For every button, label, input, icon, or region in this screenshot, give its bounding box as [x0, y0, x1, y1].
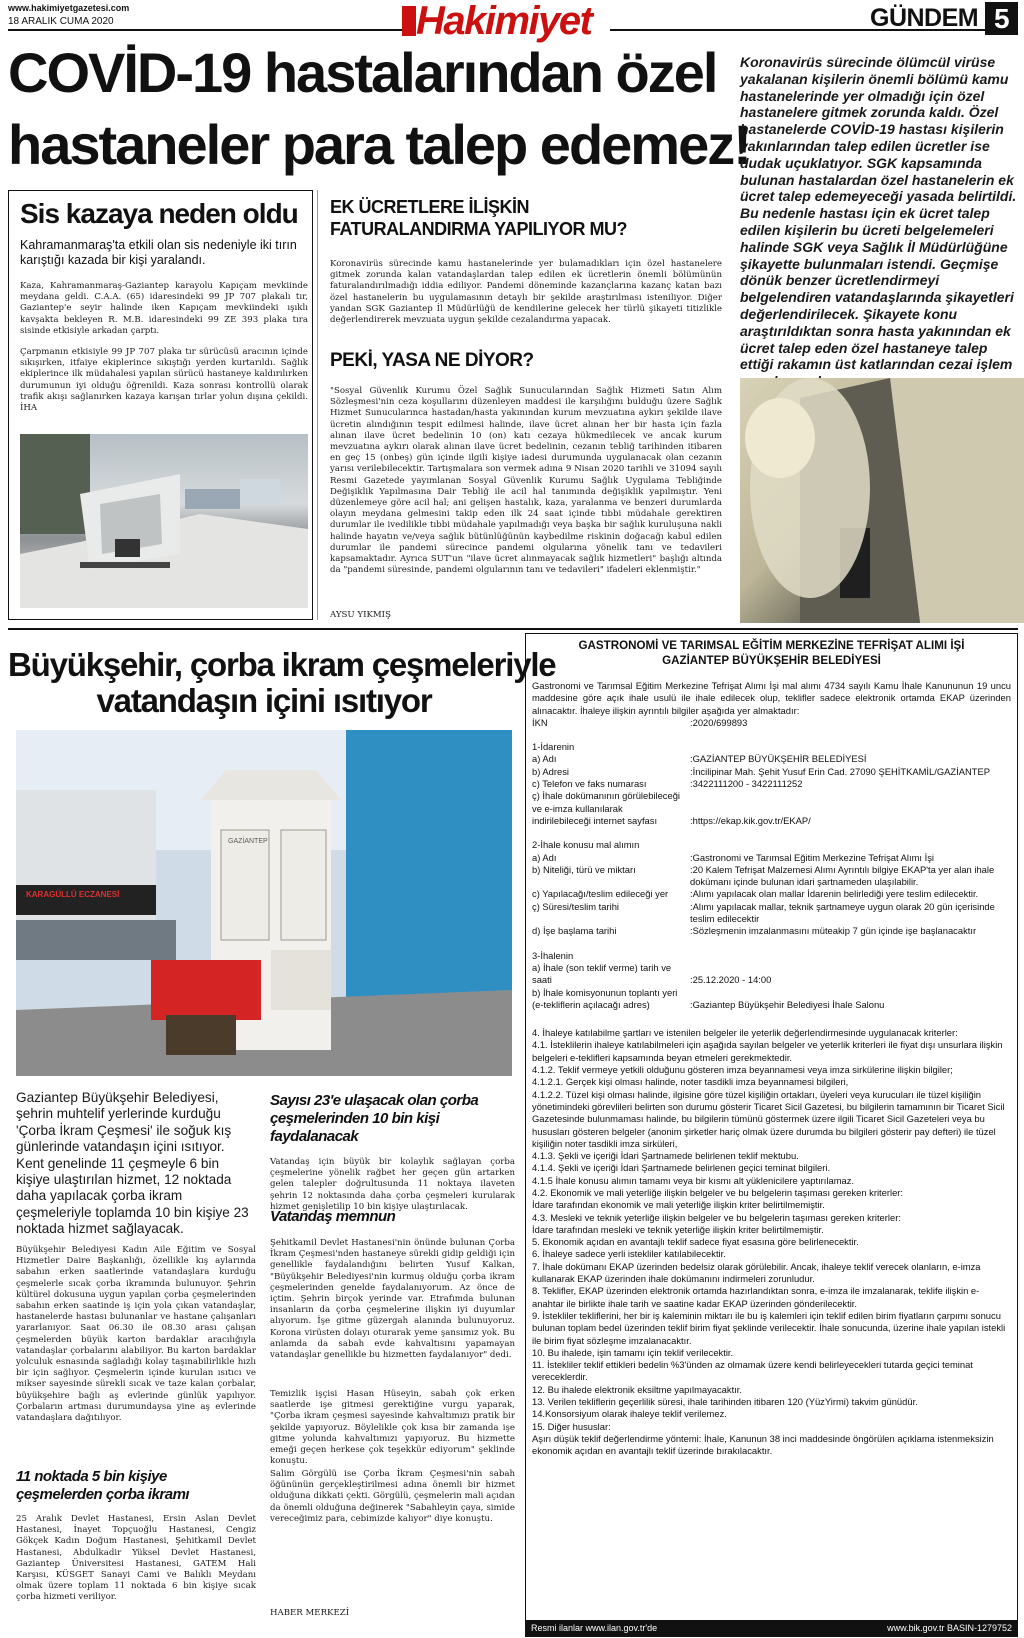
- hospital-corridor-illustration: [740, 378, 1024, 623]
- soup-byline: HABER MERKEZİ: [270, 1608, 350, 1618]
- s1-a-label: a) Adı: [532, 753, 557, 765]
- s2-e-label: d) İşe başlama tarihi: [532, 925, 617, 937]
- fog-lead: Kahramanmaraş'ta etkili olan sis nedeniyle iki tırın karıştığı kazada bir kişi yaralandı.: [20, 238, 297, 267]
- s1-b-value: :İncilipinar Mah. Şehit Yusuf Erin Cad. 27090 ŞEHİTKAMİL/GAZİANTEP: [690, 765, 990, 777]
- soup-body-1: Büyükşehir Belediyesi Kadın Aile Eğitim ve Sosyal Hizmetler Daire Başkanlığı, özellikle kış aylarında sabahın erken saatlerinde vatandaşlara kurduğu çeşmelerle sıcak çorba ikramında bulunuyor. Şehrin kültürel dokusuna uygun yapılan çorba çeşmelerinden sabahın erken saatinde iş için yola çıkan vatandaşlar, hastanelerde hastası bulunanlar ve hastane çalışanları yararlanıyor. Saat 06.30 ile 08.30 arası çalışan çeşmelerden büyük karton bardaklar aracılığıyla vatandaşlar çorbalarını alabiliyor. Bu karton bardaklar yolculuk esnasında sağladığı kolay taşınabilirlikle hızlı bir için sağlıyor. Çeşmelerin içinde kurulan ısıtıcı ve mikser sayesinde sürekli sıcak ve taze kalan çorbalar, büyükşehire bağlı aş evlerinde günlük yapılıyor. Çorbaların artması durumundaysa yine aş evlerinde vatandaşlara dağıtılıyor.: [16, 1245, 256, 1424]
- s2-b-label: b) Niteliği, türü ve miktarı: [532, 863, 636, 875]
- pharmacy-sign: KARAGÜLLÜ ECZANESİ: [26, 890, 120, 899]
- tender-footer-right[interactable]: www.bik.gov.tr BASIN-1279752: [887, 1623, 1012, 1633]
- condition-item: 4.1.2. Teklif vermeye yetkili olduğunu gösteren imza beyannamesi veya imza sirkülerine ilişkin bilgiler;: [532, 1064, 953, 1076]
- s2-a-label: a) Adı: [532, 851, 557, 863]
- condition-item: 9. İstekliler tekliflerini, her bir iş kaleminin miktarı ile bu iş kalemleri için teklif edilen birim fiyatların çarpımı sonucu bulunan toplam bedel üzerinden teklif birim fiyat şeklinde verilecektir. İhale sonucunda, üzerine ihale yapılan istekli ile birim fiyat sözleşme imzalanacaktır.: [532, 1309, 1006, 1346]
- tender-ad: [525, 633, 1018, 1635]
- s1-b-label: b) Adresi: [532, 765, 569, 777]
- ikn-value: :2020/699893: [690, 716, 748, 728]
- tender-intro: Gastronomi ve Tarımsal Eğitim Merkezine Tefrişat Alımı İşi mal alımı 4734 sayılı Kamu İhale Kanununun 19 uncu maddesine göre açık ihale usulü ile ihale edilecek olup, teklifler sadece elektronik ortamda EKAP üzerinden alınacaktır. İhaleye ilişkin ayrıntılı bilgiler aşağıda yer almaktadır:: [532, 680, 1011, 716]
- condition-item: 4.1.4. Şekli ve içeriği İdari Şartnamede belirlenen geçici teminat bilgileri.: [532, 1162, 831, 1174]
- soup-body-6: Salim Görgülü ise Çorba İkram Çeşmesi'nin sabah öğününün gerçekleştirilmesi adına önemli bir hizmet olduğuna dikkati çekti. Görgülü, çeşmelerin mali açıdan da önemli olduğuna değinerek "Sabahleyin çaya, simide vereceğimiz para, cebimizde kalıyor" diye konuştu.: [270, 1469, 515, 1524]
- s1-c-label: c) Telefon ve faks numarası: [532, 778, 647, 790]
- soup-subhead-1: 11 noktada 5 bin kişiye çeşmelerden çorba ikramı: [16, 1468, 190, 1503]
- sub1-title-line2: FATURALANDIRMA YAPILIYOR MU?: [330, 219, 628, 239]
- condition-item: 11. İstekliler teklif ettikleri bedelin %3'ünden az olmamak üzere kendi belirleyecekleri tutarda geçici teminat vereceklerdir.: [532, 1359, 973, 1383]
- condition-item: Aşırı düşük teklif değerlendirme yöntemi: İhale, Kanunun 38 inci maddesinde öngörülen açıklama istenmeksizin ekonomik açıdan en avantajlı teklif üzerinde bırakılacaktır.: [532, 1432, 994, 1457]
- s3-b-label: b) İhale komisyonunun toplantı yeri (e-tekliflerin açılacağı adres): [532, 986, 678, 1010]
- tender-title-line1: GASTRONOMİ VE TARIMSAL EĞİTİM MERKEZİNE TEFRİŞAT ALIMI İŞİ: [578, 639, 965, 652]
- soup-fountain-photo: [16, 730, 512, 1076]
- soup-lead: Gaziantep Büyükşehir Belediyesi, şehrin muhtelif yerlerinde kurduğu 'Çorba İkram Çeşmesi' ile soğuk kış günlerinde vatandaşın içini ısıtıyor. Kent genelinde 11 çeşmeyle 6 bin kişiye ulaştırılan hizmet, 12 noktada daha yapılacak çorba ikram çeşmeleriyle toplamda 10 bin kişiye 23 noktada hizmet sağlayacak.: [16, 1090, 249, 1237]
- condition-item: 5. Ekonomik açıdan en avantajlı teklif sadece fiyat esasına göre belirlenecektir.: [532, 1236, 859, 1248]
- truck-accident-photo: [20, 434, 308, 608]
- sub2-title: PEKİ, YASA NE DİYOR?: [330, 350, 534, 371]
- condition-item: 4. İhaleye katılabilme şartları ve istenilen belgeler ile yeterlik değerlendirmesinde uygulanacak kriterler:: [532, 1027, 958, 1039]
- tender-conditions: [532, 1027, 1011, 1457]
- condition-item: 8. Teklifler, EKAP üzerinden elektronik ortamda hazırlandıktan sonra, e-imza ile imzalanarak, teklife ilişkin e-anahtar ile birlikte ihale tarih ve saatine kadar EKAP üzerinden gönderilecektir.: [532, 1285, 980, 1309]
- s2-b-value: :20 Kalem Tefrişat Malzemesi Alımı Ayrıntılı bilgiye EKAP'ta yer alan ihale dokümanı içinde bulunan idari şartnameden ulaşılabilir.: [690, 863, 995, 888]
- fog-paragraph-2: Çarpmanın etkisiyle 99 JP 707 plaka tır sürücüsü aracının içinde sıkışırken, itfaiye ekiplerince sıkıştığı yerden kurtarıldı. Sağlık ekiplerince ilk müdahalesi yapılan sürücü hastaneye kaldırılırken durumunun iyi olduğu öğrenildi. Kaza sonrası kontrollü olarak trafik akışı sağlanırken kazaya karışan tırlar yolun dışına çekildi. İHA: [20, 347, 308, 414]
- section-divider: [8, 628, 1018, 630]
- page-number-box: [985, 2, 1018, 35]
- fog-paragraph-1: Kaza, Kahramanmaraş-Gaziantep karayolu Kapıçam mevkiinde meydana geldi. C.A.A. (65) idaresindeki 99 JP 707 plakalı tır, Gaziantep'e seyir halinde iken Kapıçam mevkiindeki ışıklı kavşakta bekleyen R. M.B. idaresindeki 99 ZE 393 plaka tıra sisinde etkisiyle arkadan çarptı.: [20, 281, 308, 336]
- condition-item: 10. Bu ihalede, işin tamamı için teklif verilecektir.: [532, 1346, 734, 1358]
- s2-e-value: :Sözleşmenin imzalanmasını müteakip 7 gün içinde işe başlanacaktır: [690, 925, 977, 937]
- s2-c-value: :Alımı yapılacak olan mallar İdarenin belirlediği yere teslim edilecektir.: [690, 888, 979, 900]
- soup-body-2: 25 Aralık Devlet Hastanesi, Ersin Aslan Devlet Hastanesi, İnayet Topçuoğlu Hastanesi, Cengiz Gökçek Kadın Doğum Hastanesi, Şehitkamil Devlet Hastanesi, Abdulkadir Yüksel Devlet Hastanesi, Gaziantep Üniversitesi Hastanesi, GATEM Hali Karşısı, KÜSGET Sanayi Cami ve Balıklı Meydanı olmak üzere toplam 11 noktada 6 bin kişiye sıcak çorba hizmeti veriliyor.: [16, 1514, 256, 1603]
- tender-title-line2: GAZİANTEP BÜYÜKŞEHİR BELEDİYESİ: [662, 654, 881, 667]
- section-3-title: 3-İhalenin: [532, 949, 574, 961]
- fountain-sign: GAZİANTEP: [228, 838, 268, 845]
- condition-item: 12. Bu ihalede elektronik eksiltme yapılmayacaktır.: [532, 1383, 742, 1395]
- sub1-text: Koronavirüs sürecinde kamu hastanelerinde yer bulamadıkları için özel hastanelere gitmek zorunda kalan vatandaşlardan talep edilen ek ücretlerin önemli bölümünün faturalandırılmadığı iddia ediliyor. Pandemi döneminde kazançlarına kazanç katan bazı özel hastanelerin bu uygulamasının detaylı bir şekilde araştırılması isteniliyor. Diğer yandan SGK Gaziantep İl Müdürlüğü de kendilerine gelecek her türlü şikayeti titizlikle değerlendirerek mevzuata uygun şekilde cezalandırma yapacak.: [330, 259, 722, 326]
- condition-item: 4.1.3. Şekli ve içeriği İdari Şartnamede belirlenen teklif mektubu.: [532, 1150, 799, 1162]
- s1-a-value: :GAZİANTEP BÜYÜKŞEHİR BELEDİYESİ: [690, 753, 867, 765]
- lead-headline-line2: hastaneler para talep edemez!: [8, 113, 750, 176]
- s3-a-label: a) İhale (son teklif verme) tarih ve saati: [532, 961, 672, 986]
- s1-d-value[interactable]: :https://ekap.kik.gov.tr/EKAP/: [690, 814, 811, 826]
- website-url[interactable]: www.hakimiyetgazetesi.com: [8, 3, 130, 13]
- condition-item: 15. Diğer hususlar:: [532, 1420, 611, 1432]
- ikn-label: İKN: [532, 716, 548, 728]
- hospital-corridor-photo: [740, 378, 1024, 623]
- tender-footer-bar: [525, 1620, 1018, 1637]
- condition-item: İdare tarafından mesleki ve teknik yeterliğe ilişkin kriter belirtilmemiştir.: [532, 1223, 824, 1235]
- condition-item: İdare tarafından ekonomik ve mali yeterliğe ilişkin kriter belirtilmemiştir.: [532, 1199, 825, 1211]
- condition-item: 4.1. İsteklilerin ihaleye katılabilmeleri için aşağıda sayılan belgeler ve yeterlik kriterleri ile fiyat dışı unsurlara ilişkin belgeleri e-teklifleri kapsamında beyan etmeleri gerekmektedir.: [532, 1039, 1003, 1063]
- condition-item: 4.1.5 İhale konusu alımın tamamı veya bir kısmı alt yüklenicilere yaptırılamaz.: [532, 1174, 855, 1186]
- s2-a-value: :Gastronomi ve Tarımsal Eğitim Merkezine Tefrişat Alımı İşi: [690, 851, 934, 863]
- tender-ikn-row: [532, 717, 1011, 729]
- logo-text: Hakimiyet: [416, 0, 592, 43]
- condition-item: 14.Konsorsiyum olarak ihaleye teklif verilemez.: [532, 1408, 727, 1420]
- soup-fountain-illustration: [16, 730, 512, 1076]
- section-name: GÜNDEM: [870, 4, 979, 32]
- page-number: 5: [993, 3, 1010, 34]
- condition-item: 4.1.2.1. Gerçek kişi olması halinde, noter tasdikli imza beyannamesi bilgileri,: [532, 1076, 849, 1088]
- condition-item: 4.1.2.2. Tüzel kişi olması halinde, ilgisine göre tüzel kişiliğin ortakları, üyeleri veya kurucuları ile tüzel kişiliğin yönetimindeki görevlileri belirten son durumu gösterir Ticaret Sicil Gazetesi, bu bilgilerin tamamının bir Ticaret Sicil Gazetesinde bulunmaması halinde, bu bilgilerin tümünü göstermek üzere ilgili Ticaret Sicil Gazeteleri veya bu hususları gösteren belgeler (anonim şirketler hariç olmak üzere durumda bu bilgileri gösterir pay defteri) ile tüzel kişiliğin noter tasdikli imza sirküleri,: [532, 1088, 1005, 1149]
- condition-item: 13. Verilen tekliflerin geçerlilik süresi, ihale tarihinden itibaren 120 (YüzYirmi) takvim günüdür.: [532, 1396, 918, 1408]
- s3-b-value: :Gaziantep Büyükşehir Belediyesi İhale Salonu: [690, 998, 885, 1010]
- condition-item: 7. İhale dokümanı EKAP üzerinden bedelsiz olarak görülebilir. Ancak, ihaleye teklif verecek olanların, e-imza kullanarak EKAP üzerinden ihale dokümanını indirmeleri zorunludur.: [532, 1260, 981, 1285]
- newspaper-logo: [402, 0, 610, 43]
- sub1-title-line1: EK ÜCRETLERE İLİŞKİN: [330, 197, 530, 217]
- sub2-text: "Sosyal Güvenlik Kurumu Özel Sağlık Sunucularından Sağlık Hizmeti Satın Alım Sözleşmesi'nin ceza koşullarını düzenleyen maddesi ile karşılığını bulduğu üzere Sağlık Hizmet Sunucularınca hastadan/hasta yakınından kurum mevzuatına aykırı şekilde ilave ücretin alındığının tespit edilmesi halinde, ilave ücret alınan her bir hasta için fazla alınan ilave ücret bedelinin 10 (on) katı cezaya hükmedilecek ve ancak kurum mevzuatına aykırı olarak alınan ilave ücret bedelinin, cezanın tebliğ tarihinden itibaren en geç 15 (onbeş) gün içinde ilgili kişiye iadesi durumunda uygulanacak olan cezanın yarısı verilebilecektir. Tartışmalara son vermek adına 9 Nisan 2020 tarihli ve 31094 sayılı Resmi Gazetede yayımlanan Sosyal Güvenlik Kurumu Sağlık Uygulama Tebliğinde Değişiklik Yapılmasına Dair Tebliğ ile acil hal tanımında değişiklik yapılmıştır. Yeni düzenlemeye göre acil hal; ani gelişen hastalık, kaza, yaralanma ve benzeri durumlarda olayın meydana gelmesini takip eden ilk 24 saat içinde tıbbi müdahale gerektiren durumlar ile ivedilikle tıbbi müdahale yapılmadığı veya başka bir sağlık kuruluşuna nakli halinde hayatın ve/veya sağlık bütünlüğünün kaybedilme riskinin doğacağı kabul edilen durumlar ile pandemi sürecince pandemi olgularına yönelik tanı ve tedavileri kapsamaktadır. Ayrıca SUT'un "ilave ücret alınmayacak sağlık hizmetleri" başlığı altında da "pandemi süresinde, pandemi olgularının tanı ve tedavileri" ifadeleri eklenmiştir.": [330, 386, 722, 576]
- s2-c-label: c) Yapılacağı/teslim edileceği yer: [532, 888, 669, 900]
- lead-summary: Koronavirüs sürecinde ölümcül virüse yakalanan kişilerin önemli bölümü kamu hastanelerinde yer olmadığı için özel hastanelere gitmek zorunda kaldı. Özel hastanelerde COVİD-19 hastası kişilerin yakınlarından talep edilen ücretler ise dudak uçuklatıyor. SGK kapsamında bulunan hastalardan özel hastanelerin ek ücret talep edemeyeceği yasada belirtildi. Bu nedenle hastası için ek ücret talep edilen kişilerin bu ücreti belgelemeleri halinde SGK veya Sağlık İl Müdürlüğüne şikayette bulunmaları istendi. Geçmişe dönük benzer ücretlendirmeyi belgelendiren vatandaşlarında şikayetleri değerlendirilecek. Şikayete konu araştırıldıktan sonra hasta yakınından ek ücret talep eden özel hastaneye talep ettiği rakamın üst katlarından cezai işlem: [740, 54, 1017, 373]
- s2-d-label: ç) Süresi/teslim tarihi: [532, 900, 619, 912]
- s1-d-label: ç) İhale dokümanının görülebileceği ve e-imza kullanılarak indirilebileceği internet sayfası: [532, 790, 681, 826]
- section-1-title: 1-İdarenin: [532, 741, 575, 753]
- truck-accident-illustration: [20, 434, 308, 608]
- s3-a-value: :25.12.2020 - 14:00: [690, 974, 772, 986]
- condition-item: 4.3. Mesleki ve teknik yeterliğe ilişkin belgeler ve bu belgelerin taşıması gereken kriterler:: [532, 1211, 901, 1223]
- s1-c-value: :3422111200 - 3422111252: [690, 778, 803, 790]
- soup-subhead-2: Sayısı 23'e ulaşacak olan çorba çeşmelerinden 10 bin kişi faydalanacak: [270, 1092, 479, 1145]
- soup-body-4: Şehitkamil Devlet Hastanesi'nin önünde bulunan Çorba İkram Çeşmesi'nden hastaneye sürekli gidip geldiği için genellikle faydalandığını belirten Yusuf Kalkan, "Büyükşehir Belediyesi'nin kurmuş olduğu çorba ikram çeşmelerinden genelde faydalanıyorum. Az önce de içtim. Şehrin birçok yerinde var. Etrafımda bulunan insanların da çorba çeşmelerine ilişkin iyi duyumlar alıyorum. İşe gitme güzergah alanında bulunuyoruz. Korona virüsten dolayı oturarak yeme şansımız yok. Bu anlamda da sabah evde kahvaltısını yapamayan vatandaşlar genellikle bu hizmetten faydalanıyor" dedi.: [270, 1238, 515, 1361]
- soup-headline-line2: vatandaşın içini ısıtıyor: [96, 682, 432, 719]
- condition-item: 4.2. Ekonomik ve mali yeterliğe ilişkin belgeler ve bu belgelerin taşıması gereken kriterler:: [532, 1186, 904, 1198]
- soup-headline-line1: Büyükşehir, çorba ikram çeşmeleriyle: [8, 646, 556, 683]
- soup-body-5: Temizlik işçisi Hasan Hüseyin, sabah çok erken saatlerde işe gitmesi gerektiğine vurgu yaparak, "Çorba ikram çeşmesi sayesinde kahvaltımızı pratik bir şekilde yapıyoruz. Böylelikle çok kısa bir zamanda işe gitme yolunda kahvaltımızı yapıyoruz. Bu hizmette emeği geçen herkese çok teşekkür ediyorum" şeklinde konuştu.: [270, 1389, 515, 1467]
- logo-accent-bar: [402, 6, 416, 36]
- lead-headline-line1: COVİD-19 hastalarından özel: [8, 41, 717, 104]
- soup-body-3: Vatandaş için büyük bir kolaylık sağlayan çorba çeşmelerine yönelik rağbet her geçen gün artarken gelen talepler doğrultusunda 11 noktaya ilaveten şehrin 12 noktasında daha çorba çeşmeleri kurularak hizmet genişletilip 10 bin kişiye ulaştırılacak.: [270, 1157, 515, 1212]
- issue-date: 18 ARALIK CUMA 2020: [8, 16, 114, 27]
- s2-d-value: :Alımı yapılacak mallar, teknik şartnameye uygun olarak 20 gün içerisinde teslim edilecektir: [690, 900, 995, 925]
- section-2-title: 2-İhale konusu mal alımın: [532, 839, 640, 851]
- fog-headline: Sis kazaya neden oldu: [20, 198, 298, 229]
- condition-item: 6. İhaleye sadece yerli istekliler katılabilecektir.: [532, 1248, 726, 1260]
- tender-footer-left[interactable]: Resmi ilanlar www.ilan.gov.tr'de: [531, 1623, 658, 1633]
- lead-byline: AYSU YIKMIŞ: [330, 610, 391, 620]
- soup-subhead-3: Vatandaş memnun: [270, 1208, 396, 1225]
- column-rule-1: [317, 190, 318, 620]
